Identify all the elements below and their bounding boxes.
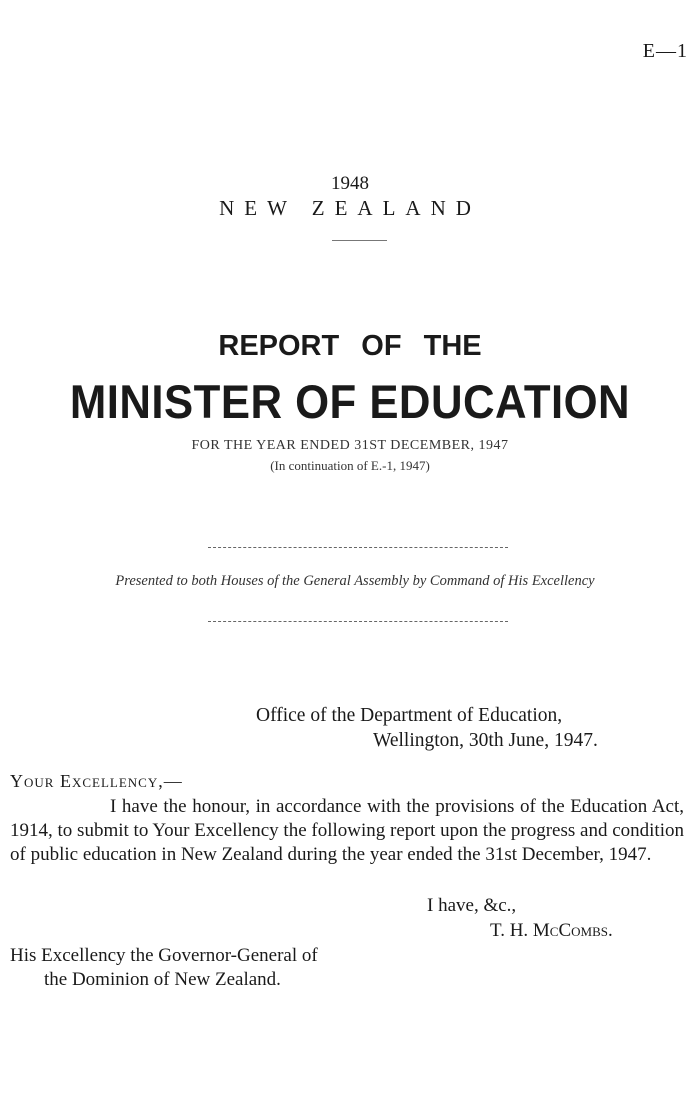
letter-dateline: Wellington, 30th June, 1947.	[373, 730, 598, 751]
page-reference: E—1	[642, 40, 688, 62]
country-heading: NEW ZEALAND	[219, 196, 481, 220]
report-subtitle: FOR THE YEAR ENDED 31ST DECEMBER, 1947	[191, 438, 509, 453]
report-title-line2: MINISTER OF EDUCATION	[69, 375, 631, 428]
report-title-line1: REPORT OF THE	[218, 330, 482, 362]
letter-closing: I have, &c.,	[427, 895, 517, 916]
letter-office: Office of the Department of Education,	[256, 705, 563, 726]
letter-salutation: Your Excellency,—	[10, 771, 183, 791]
document-year: 1948	[331, 173, 369, 194]
addressee-line1: His Excellency the Governor-General of	[10, 945, 318, 966]
presentation-note: Presented to both Houses of the General Assembly by Command of His Excellency	[115, 573, 595, 589]
continuation-note: (In continuation of E.-1, 1947)	[270, 458, 430, 473]
divider	[332, 240, 387, 241]
addressee-line2: the Dominion of New Zealand.	[44, 969, 281, 990]
divider	[208, 621, 508, 622]
letter-body: I have the honour, in accordance with the provisions of the Education Act, 1914, to submit to Your Excellency the following report upon the progress and condition of public education in New Zealand during the year ended the 31st December, 1947.	[10, 796, 684, 865]
letter-signature: T. H. McCombs.	[490, 920, 613, 941]
divider	[208, 547, 508, 548]
